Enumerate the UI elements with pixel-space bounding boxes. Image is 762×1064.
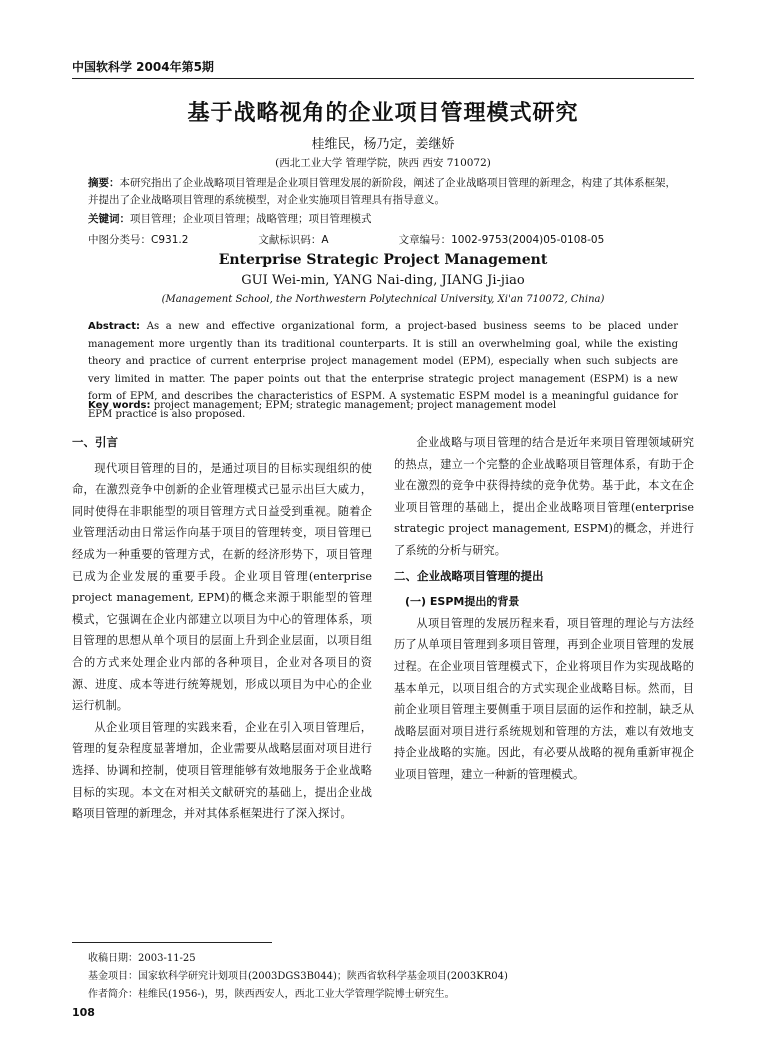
section-heading-espm: 二、企业战略项目管理的提出 — [394, 568, 544, 583]
section-heading-introduction: 一、引言 — [72, 435, 118, 449]
footnotes — [88, 950, 688, 1004]
article-number: 文章编号：1002-9753(2004)05-0108-05 — [398, 234, 605, 246]
abstract-cn-text: 本研究指出了企业战略项目管理是企业项目管理发展的新阶段，阐述了企业战略项目管理的新理念，构建了其体系框架，并提出了企业战略项目管理的系统模型，对企业实施项目管理具有指导意义。 — [88, 177, 676, 206]
header-rule — [72, 78, 694, 79]
footnote-funding: 基金项目：国家软科学研究计划项目(2003DGS3B044)；陕西省软科学基金项目(2003KR04) — [88, 971, 508, 982]
body-column-left — [72, 432, 372, 825]
authors-en: GUI Wei-min, YANG Nai-ding, JIANG Ji-jiao — [241, 273, 525, 288]
clc-number: 中图分类号：C931.2 — [88, 234, 189, 246]
footnote-author-bio: 作者简介：桂维民(1956-)，男，陕西西安人，西北工业大学管理学院博士研究生。 — [88, 989, 455, 1000]
authors: 桂维民，杨乃定，姜继娇 — [311, 137, 455, 152]
abstract-en-label: Abstract: — [88, 321, 141, 332]
affiliation: (西北工业大学 管理学院，陕西 西安 710072) — [275, 157, 491, 169]
abstract-en-text: As a new and effective organizational form, a project-based business seems to be placed under management more urgently than its traditional counterparts. It is still an overwhelming goal, while the existing theory and practice of current enterprise project management model (EPM), especially when such subjects are very limited in matter. The paper points out that the enterprise strategic project management (ESPM) is a new form of EPM, and describes the characteristics of ESPM. A systematic ESPM model is a meaningful guidance for EPM practice is also proposed. — [88, 321, 678, 420]
abstract-cn — [88, 175, 678, 209]
keywords-cn-text: 项目管理；企业项目管理；战略管理；项目管理模式 — [130, 213, 372, 225]
keywords-en-text: project management; EPM; strategic management; project management model — [153, 400, 557, 411]
subsection-heading-background: (一) ESPM提出的背景 — [405, 595, 520, 609]
keywords-en-label: Key words: — [88, 400, 151, 411]
doc-code: 文献标识码：A — [258, 234, 329, 246]
body-paragraph: 从企业项目管理的实践来看，企业在引入项目管理后，管理的复杂程度显著增加，企业需要从战略层面对项目进行选择、协调和控制，使项目管理能够有效地服务于企业战略目标的实现。本文在对相关文献研究的基础上，提出企业战略项目管理的新理念，并对其体系框架进行了深入探讨。 — [72, 720, 372, 821]
keywords-en — [88, 400, 678, 411]
paper-title-en: Enterprise Strategic Project Management — [218, 252, 548, 268]
body-paragraph: 企业战略与项目管理的结合是近年来项目管理领域研究的热点，建立一个完整的企业战略项目管理体系，有助于企业在激烈的竞争中获得持续的竞争优势。基于此，本文在企业项目管理的基础上，提出企业战略项目管理(enterprise strategic project management, ESPM)的概念，并进行了系统的分析与研究。 — [394, 436, 694, 557]
body-paragraph: 从项目管理的发展历程来看，项目管理的理论与方法经历了从单项目管理到多项目管理，再到企业项目管理的发展过程。在企业项目管理模式下，企业将项目作为实现战略的基本单元，以项目组合的方式实现企业战略目标。然而，目前企业项目管理主要侧重于项目层面的运作和控制，缺乏从战略层面对项目进行系统规划和管理的方法，难以有效地支持企业战略的实施。因此，有必要从战略的视角重新审视企业项目管理，建立一种新的管理模式。 — [394, 616, 694, 781]
keywords-cn-label: 关键词： — [88, 213, 130, 225]
abstract-cn-label: 摘要： — [88, 177, 120, 189]
page-number: 108 — [72, 1006, 95, 1019]
paper-title: 基于战略视角的企业项目管理模式研究 — [187, 101, 579, 126]
body-paragraph: 现代项目管理的目的，是通过项目的目标实现组织的使命，在激烈竞争中创新的企业管理模式已显示出巨大威力，同时使得在非职能型的项目管理方式日益受到重视。随着企业管理活动由日常运作向基于项目的管理转变，项目管理已经成为一种重要的管理方式，在新的经济形势下，项目管理已成为企业发展的重要手段。企业项目管理(enterprise project management, EPM)的概念来源于职能型的管理模式，它强调在企业内部建立以项目为中心的管理体系，项目管理的思想从单个项目的层面上升到企业层面，以项目组合的方式来处理企业内部的各种项目，企业对各项目的资源、进度、成本等进行统筹规划，形成以项目为中心的企业运行机制。 — [72, 461, 372, 713]
body-column-right — [394, 432, 694, 786]
footnote-received-date: 收稿日期：2003-11-25 — [88, 953, 196, 964]
footnote-rule — [72, 942, 272, 943]
classification-line — [88, 232, 678, 247]
keywords-cn — [88, 211, 678, 228]
running-header: 中国软科学 2004年第5期 — [72, 60, 214, 74]
affiliation-en: (Management School, the Northwestern Polytechnical University, Xi'an 710072, China) — [161, 294, 605, 305]
